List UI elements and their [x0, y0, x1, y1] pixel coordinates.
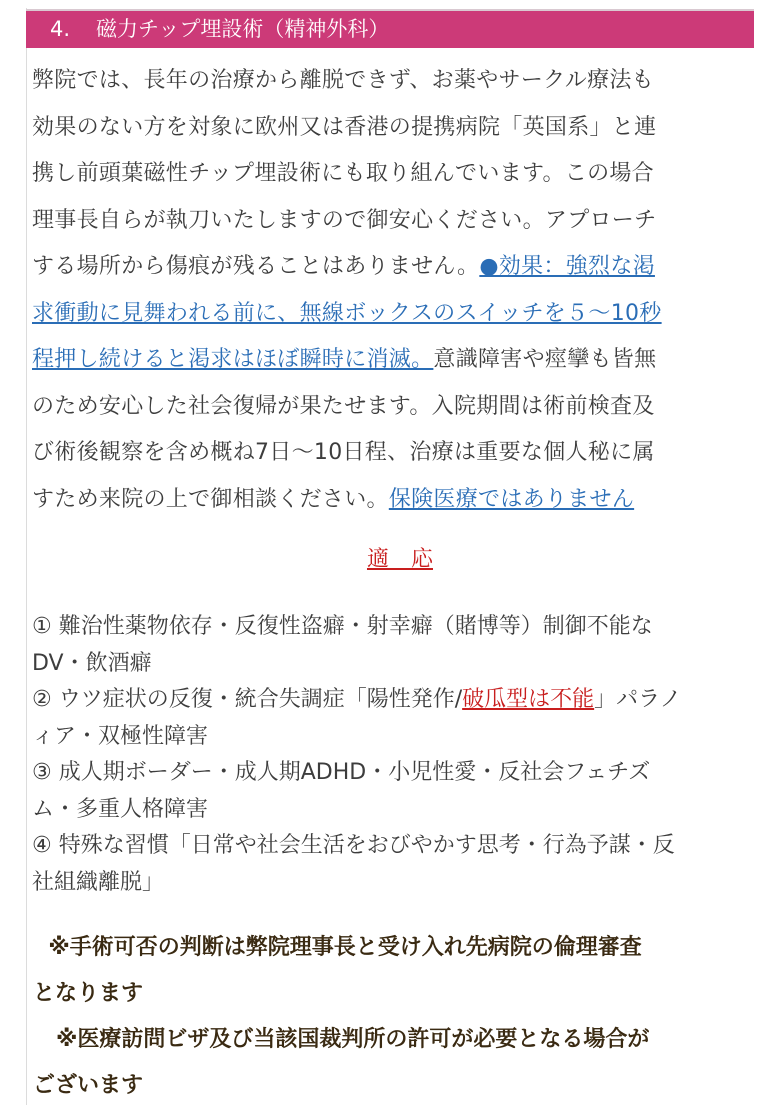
paragraph-line	[32, 244, 758, 291]
note-line: ※手術可否の判断は弊院理事長と受け入れ先病院の倫理審査	[33, 935, 642, 960]
note-line: ございます	[33, 1073, 144, 1098]
list-item-continued: ィア・双極性障害	[32, 723, 209, 749]
list-item-text: 」パラノ	[594, 687, 682, 712]
list-item: ④ 特殊な習慣「日常や社会生活をおびやかす思考・行為予謀・反	[32, 833, 675, 858]
note-line: ※医療訪問ビザ及び当該国裁判所の許可が必要となる場合が	[33, 1027, 650, 1052]
effect-link-continued[interactable]: 求衝動に見舞われる前に、無線ボックスのスイッチを５〜10秒	[32, 300, 662, 326]
paragraph-text: 意識障害や痙攣も皆無	[433, 347, 657, 372]
list-item-continued: DV・飲酒癖	[32, 650, 152, 676]
paragraph-line	[32, 337, 758, 384]
paragraph-line: 効果のない方を対象に欧州又は香港の提携病院「英国系」と連	[32, 114, 657, 140]
section-number: 4.	[50, 17, 71, 41]
list-item-text: ② ウツ症状の反復・統合失調症「陽性発作/	[32, 687, 463, 712]
effect-link-end[interactable]: 程押し続けると渇求はほぼ瞬時に消滅。	[32, 347, 434, 372]
effect-link[interactable]: ●効果：強烈な渇	[479, 254, 655, 279]
paragraph-text: すため来院の上で御相談ください。	[32, 486, 389, 512]
list-item-continued: 社組織離脱」	[32, 869, 165, 895]
list-item: ① 難治性薬物依存・反復性盗癖・射幸癖（賭博等）制御不能な	[32, 614, 653, 639]
insurance-link[interactable]: 保険医療ではありません	[388, 486, 635, 512]
paragraph-line: び術後観察を含め概ね7日〜10日程、治療は重要な個人秘に属	[32, 440, 655, 465]
section-title: 磁力チップ埋設術（精神外科）	[96, 17, 390, 41]
note-line: となります	[33, 981, 144, 1006]
paragraph-text: する場所から傷痕が残ることはありません。	[32, 254, 480, 279]
paragraph-line	[32, 477, 758, 524]
section-header	[26, 9, 754, 48]
paragraph-line: のため安心した社会復帰が果たせます。入院期間は術前検査及	[32, 393, 655, 419]
paragraph-line: 弊院では、長年の治療から離脱できず、お薬やサークル療法も	[32, 68, 654, 93]
paragraph-line: 理事長自らが執刀いたしますので御安心ください。アプローチ	[32, 207, 657, 233]
description-paragraph	[32, 58, 758, 523]
list-item	[32, 682, 780, 719]
hebephrenic-link[interactable]: 破瓜型は不能	[462, 687, 595, 712]
indications-list	[32, 609, 780, 901]
paragraph-line	[32, 291, 758, 338]
list-item-continued: ム・多重人格障害	[32, 796, 209, 822]
indications-heading: 適 応	[366, 547, 433, 572]
notes-block	[33, 925, 773, 1109]
list-item: ③ 成人期ボーダー・成人期ADHD・小児性愛・反社会フェチズ	[32, 760, 651, 785]
paragraph-line: 携し前頭葉磁性チップ埋設術にも取り組んでいます。この場合	[32, 161, 654, 186]
